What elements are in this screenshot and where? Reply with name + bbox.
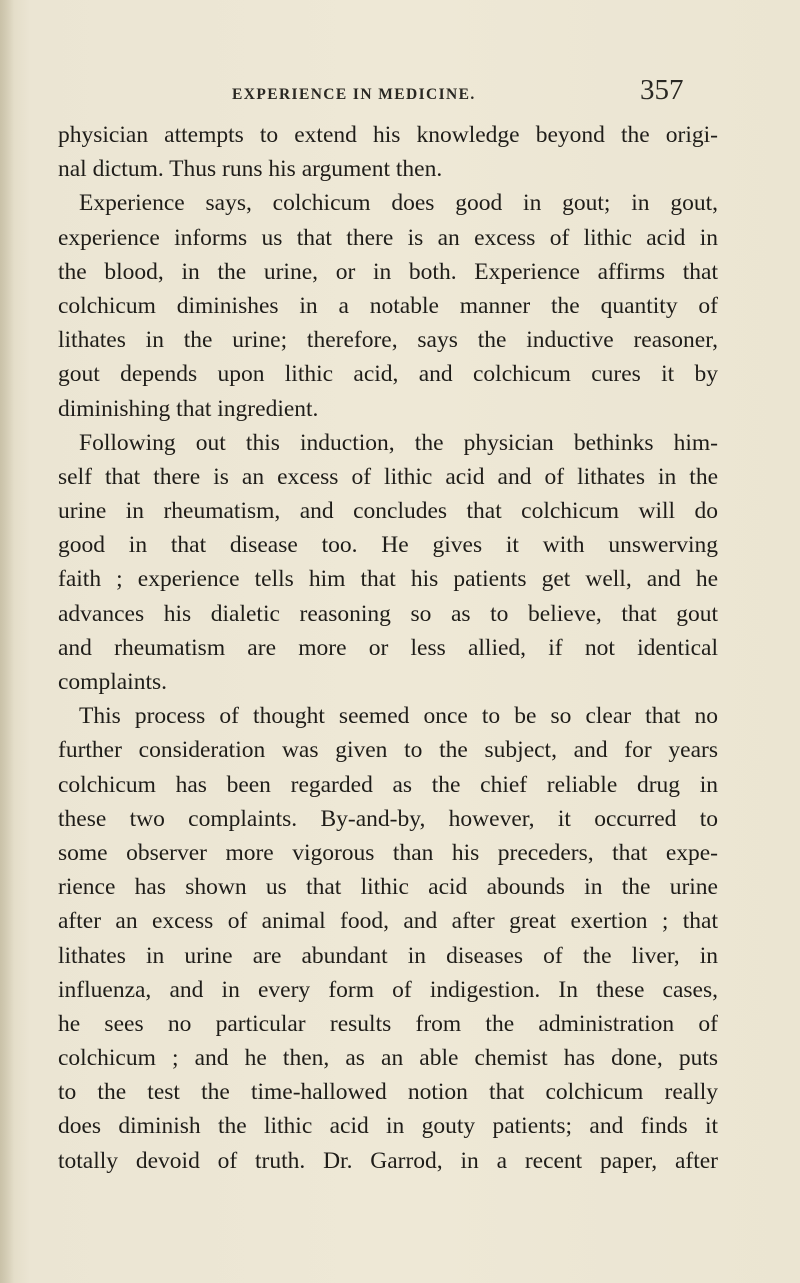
page-binding-shadow [0,0,14,1283]
text-line: diminishing that ingredient. [58,395,319,422]
text-line: influenza, and in every form of indigestion. In these cases, [58,976,718,1003]
text-line: self that there is an excess of lithic acid and of lithates in the [58,463,718,490]
text-line: experience informs us that there is an excess of lithic acid in [58,224,718,251]
text-line: nal dictum. Thus runs his argument then. [58,156,443,183]
text-line: totally devoid of truth. Dr. Garrod, in a recent paper, after [58,1147,718,1174]
text-line: does diminish the lithic acid in gouty patients; and finds it [58,1113,718,1140]
page-number: 357 [640,74,684,106]
text-line: Experience says, colchicum does good in gout; in gout, [79,190,718,217]
text-line: after an excess of animal food, and after great exertion ; that [58,908,718,935]
text-line: he sees no particular results from the administration of [58,1010,718,1037]
text-line: and rheumatism are more or less allied, if not identical [58,634,718,661]
text-line: physician attempts to extend his knowledge beyond the origi- [58,122,718,148]
text-line: good in that disease too. He gives it with unswerving [58,532,718,559]
text-line: rience has shown us that lithic acid abounds in the urine [58,874,718,901]
text-line: these two complaints. By-and-by, however, it occurred to [58,805,718,832]
text-line: complaints. [58,669,167,695]
text-line: advances his dialetic reasoning so as to believe, that gout [58,600,718,627]
text-line: some observer more vigorous than his preceders, that expe- [58,839,718,866]
running-title: EXPERIENCE IN MEDICINE. [232,86,476,103]
text-line: urine in rheumatism, and concludes that colchicum will do [58,498,718,525]
text-line: colchicum has been regarded as the chief reliable drug in [58,771,718,798]
text-line: colchicum diminishes in a notable manner the quantity of [58,292,718,319]
text-line: faith ; experience tells him that his patients get well, and he [58,566,718,593]
body-text [58,118,718,1178]
text-line: gout depends upon lithic acid, and colchicum cures it by [58,361,718,388]
text-line: lithates in urine are abundant in diseases of the liver, in [58,942,718,969]
text-line: further consideration was given to the subject, and for years [58,737,718,764]
text-line: the blood, in the urine, or in both. Experience affirms that [58,258,718,285]
text-line: This process of thought seemed once to be so clear that no [79,703,718,730]
text-line: lithates in the urine; therefore, says the inductive reasoner, [58,327,718,354]
text-line: to the test the time-hallowed notion that colchicum really [58,1079,718,1106]
text-line: Following out this induction, the physician bethinks him- [79,429,718,456]
text-line: colchicum ; and he then, as an able chemist has done, puts [58,1045,718,1072]
